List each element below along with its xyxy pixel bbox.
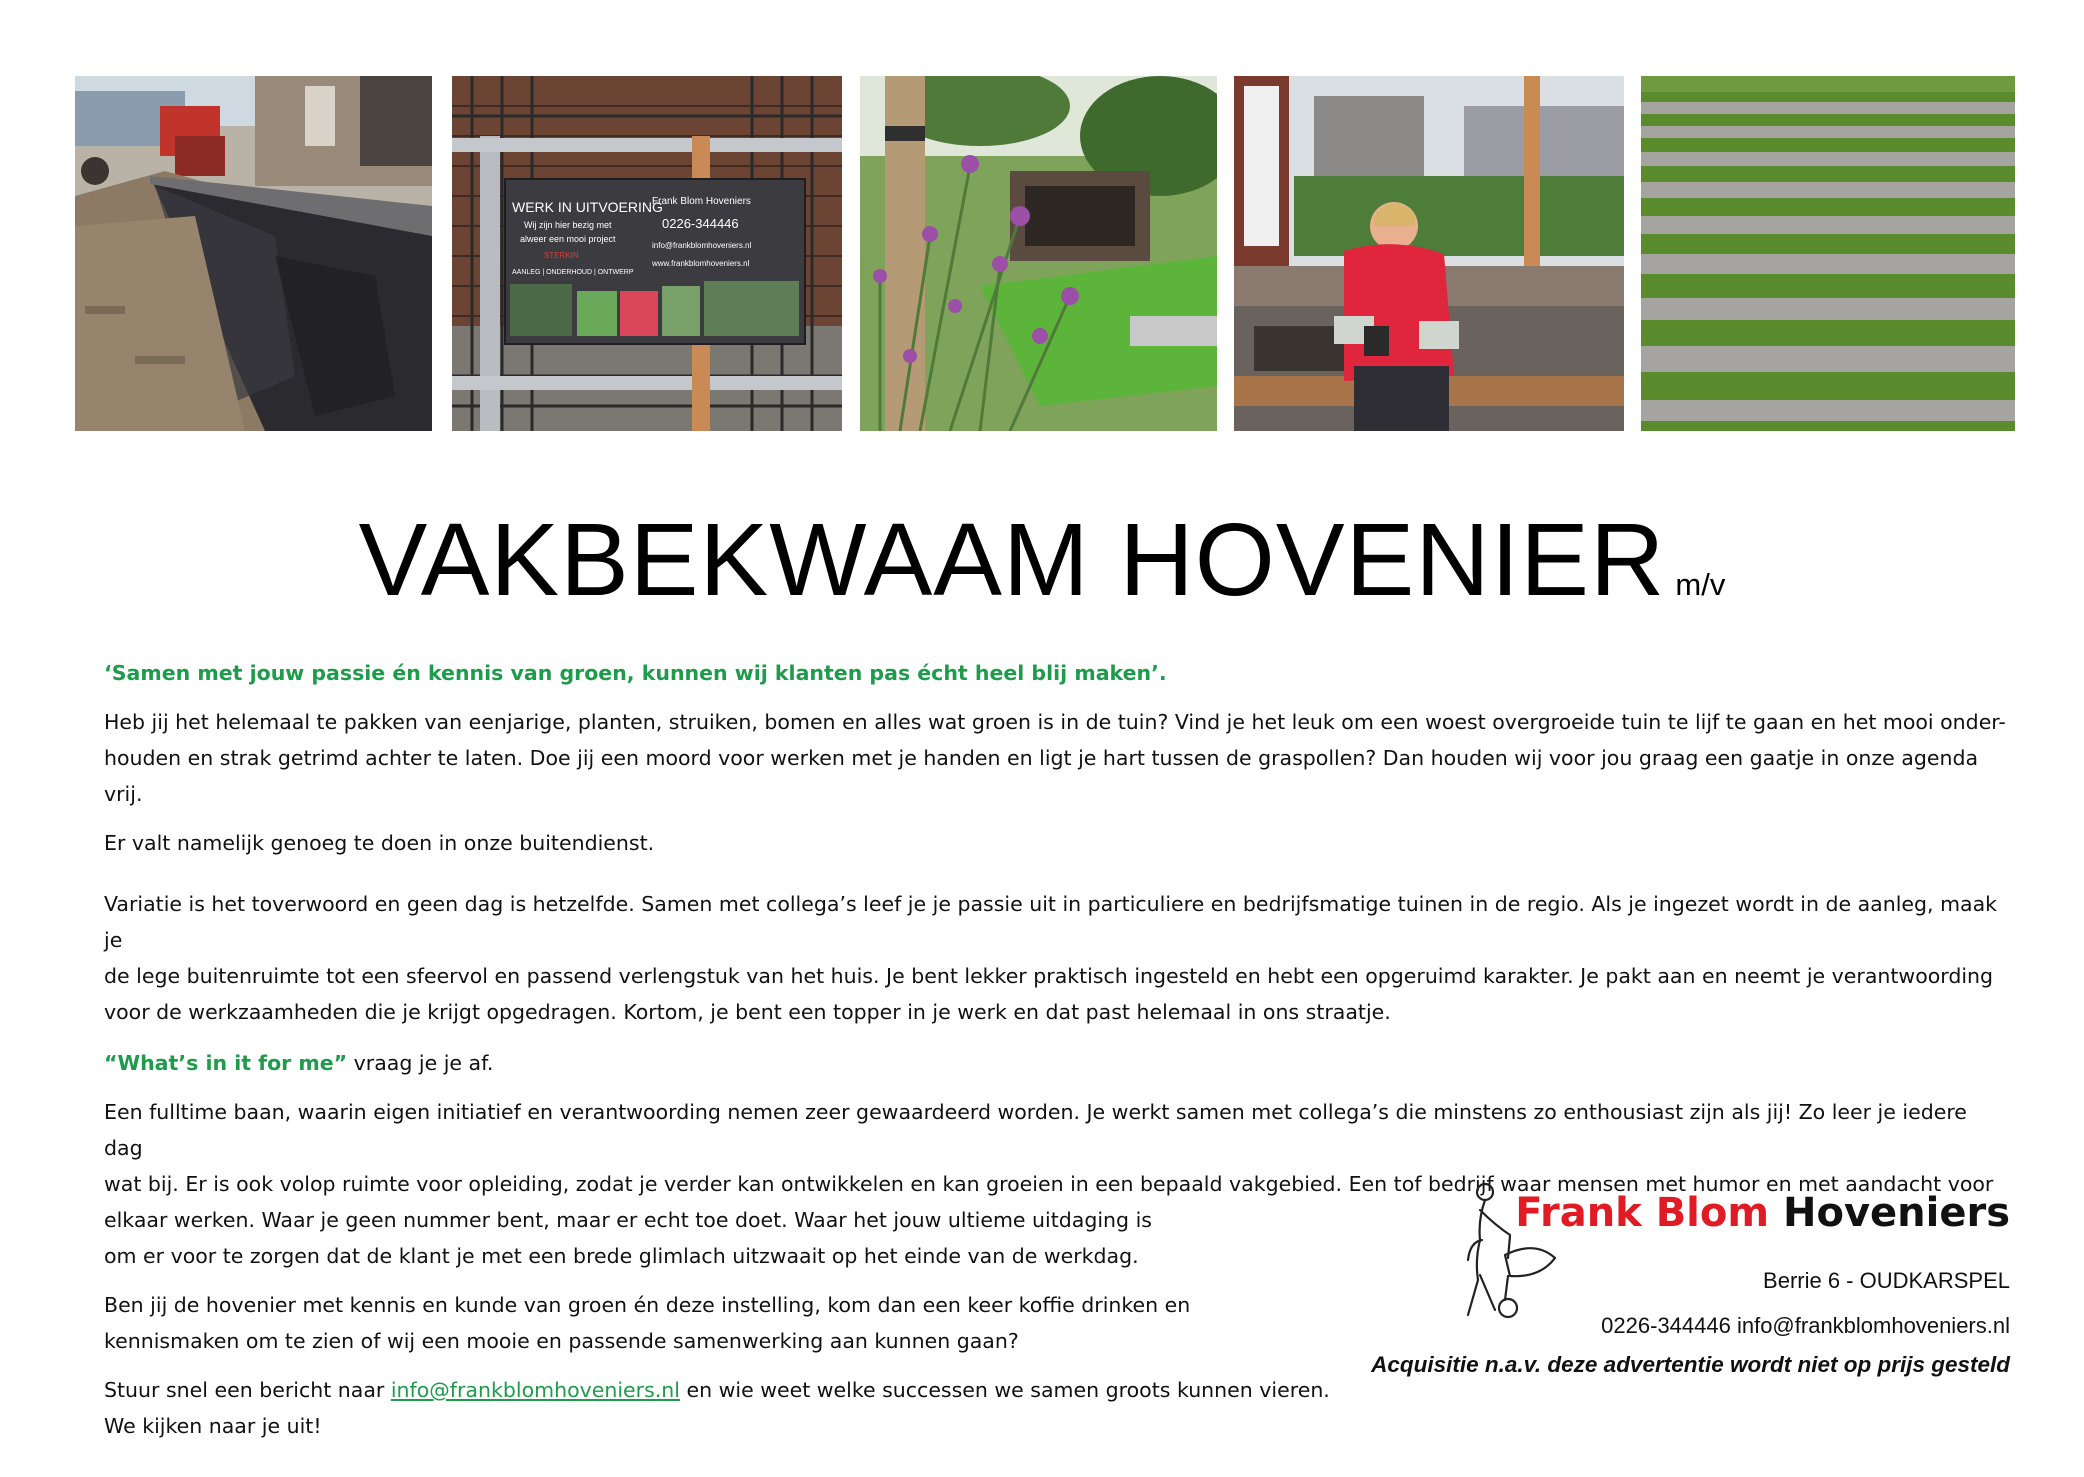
paragraph-1-line-1: Heb jij het helemaal te pakken van eenjarige, planten, struiken, bomen en alles wat groen is in de tuin? Vind je het leuk om een woest overgroeide tuin te lijf te gaan en het mooi onder-	[104, 710, 2006, 734]
company-name-red: Frank Blom	[1515, 1190, 1770, 1236]
gender-suffix: m/v	[1675, 567, 1726, 602]
photo-gardener-working	[1234, 76, 1624, 431]
paragraph-4-line-4: om er voor te zorgen dat de klant je met een brede glimlach uitzwaait op het einde van de werkdag.	[104, 1244, 1139, 1268]
sign-services: AANLEG | ONDERHOUD | ONTWERP	[512, 269, 634, 276]
paragraph-3-line-2: de lege buitenruimte tot een sfeervol en passend verlengstuk van het huis. Je bent lekker praktisch ingesteld en hebt een opgeruimd karakter. Je pakt aan en neemt je verantwoording	[104, 964, 1994, 988]
closing-line: We kijken naar je uit!	[104, 1414, 322, 1438]
intro-quote: ‘Samen met jouw passie én kennis van groen, kunnen wij klanten pas écht heel blij maken’.	[104, 661, 1167, 685]
page-title-text: VAKBEKWAAM HOVENIER	[358, 502, 1666, 617]
email-link[interactable]: info@frankblomhoveniers.nl	[390, 1378, 680, 1402]
photo-construction-sign	[452, 76, 842, 431]
sign-web: www.frankblomhoveniers.nl	[652, 259, 750, 268]
page-title	[0, 502, 2084, 640]
acquisition-disclaimer: Acquisitie n.a.v. deze advertentie wordt niet op prijs gesteld	[1371, 1352, 2010, 1377]
sign-phone: 0226-344446	[662, 216, 739, 231]
variation-section	[104, 886, 2009, 1030]
company-address: Berrie 6 - OUDKARSPEL	[1763, 1268, 2010, 1293]
paragraph-3-line-3: voor de werkzaamheden die je krijgt opgedragen. Kortom, je bent een topper in je werk en dat past helemaal in ons straatje.	[104, 1000, 1391, 1024]
paragraph-4-line-2: wat bij. Er is ook volop ruimte voor opleiding, zodat je verder kan ontwikkelen en kan groeien in een bepaald vakgebied. Een tof bedrijf waar mensen met humor en met aandacht voor	[104, 1172, 1994, 1196]
intro-section	[104, 655, 2009, 861]
photo-stone-wall	[75, 76, 432, 431]
sign-title: WERK IN UITVOERING	[512, 199, 663, 215]
paragraph-6-pre: Stuur snel een bericht naar	[104, 1378, 391, 1402]
company-phone-email: 0226-344446 info@frankblomhoveniers.nl	[1601, 1313, 2010, 1338]
sign-line-1: Wij zijn hier bezig met	[524, 220, 612, 230]
sign-line-3: STERKIN	[544, 251, 579, 260]
company-block	[1350, 1180, 2010, 1380]
paragraph-3-line-1: Variatie is het toverwoord en geen dag is hetzelfde. Samen met collega’s leef je je passie uit in particuliere en bedrijfsmatige tuinen in de regio. Als je ingezet wordt in de aanleg, maak je	[104, 892, 1998, 952]
paragraph-4-line-1: Een fulltime baan, waarin eigen initiatief en verantwoording nemen zeer gewaardeerd worden. Je werkt samen met collega’s die minstens zo enthousiast zijn als jij! Zo leer je iedere dag	[104, 1100, 1967, 1160]
paragraph-4-line-3: elkaar werken. Waar je geen nummer bent, maar er echt toe doet. Waar het jouw ultieme uitdaging is	[104, 1208, 1152, 1232]
photo-strip	[75, 76, 2015, 431]
paragraph-5-line-2: kennismaken om te zien of wij een mooie en passende samenwerking aan kunnen gaan?	[104, 1329, 1019, 1353]
benefits-heading	[104, 1045, 2009, 1081]
sign-email: info@frankblomhoveniers.nl	[652, 241, 752, 250]
photo-flower-garden	[860, 76, 1217, 431]
company-name	[1515, 1190, 2010, 1236]
benefits-heading-highlight: “What’s in it for me”	[104, 1051, 348, 1075]
photo-grass-strips	[1641, 76, 2015, 431]
paragraph-2: Er valt namelijk genoeg te doen in onze buitendienst.	[104, 831, 655, 855]
benefits-heading-rest: vraag je je af.	[347, 1051, 494, 1075]
company-name-black: Hoveniers	[1769, 1190, 2010, 1236]
sign-line-2: alweer een mooi project	[520, 234, 616, 244]
paragraph-5-line-1: Ben jij de hovenier met kennis en kunde van groen én deze instelling, kom dan een keer koffie drinken en	[104, 1293, 1191, 1317]
sign-brand: Frank Blom Hoveniers	[652, 196, 751, 207]
paragraph-6-post: en wie weet welke successen we samen groots kunnen vieren.	[679, 1378, 1330, 1402]
paragraph-1-line-2: houden en strak getrimd achter te laten. Doe jij een moord voor werken met je handen en ligt je hart tussen de graspollen? Dan houden wij voor jou graag een gaatje in onze agenda vrij.	[104, 746, 1979, 806]
